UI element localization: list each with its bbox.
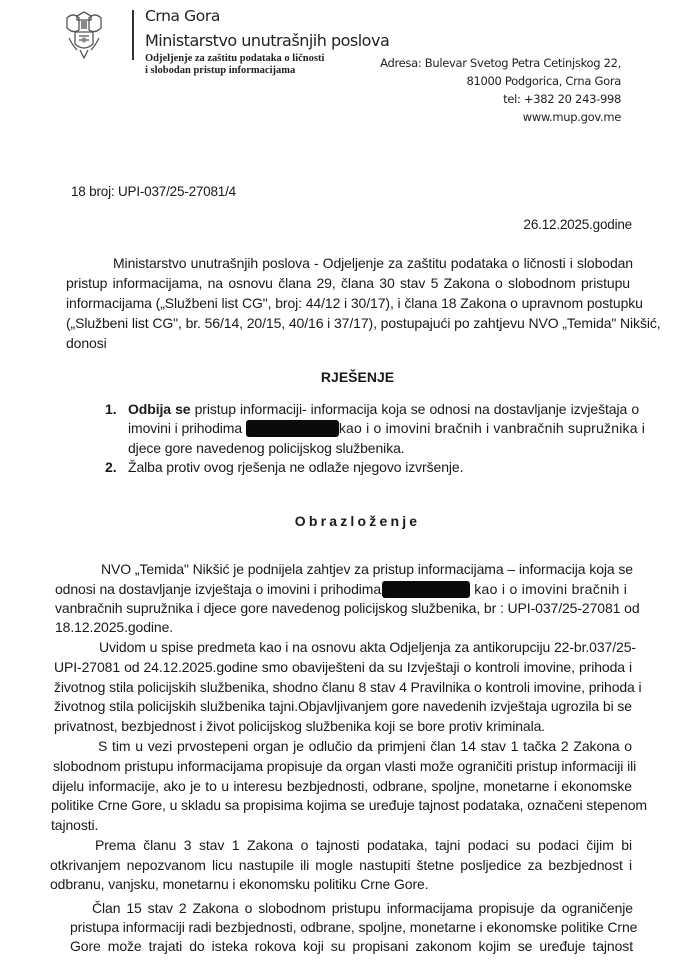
coat-of-arms-icon bbox=[63, 10, 105, 60]
reasoning-p2-line: privatnost, bezbjednost i život policijskog službenika koji se bore protiv kriminala. bbox=[54, 718, 546, 734]
intro-line: („Službeni list CG", br. 56/14, 20/15, 40/16 i 37/17), postupajući po zahtjevu NVO „Temida" Nikšić, bbox=[66, 315, 661, 331]
redacted-name bbox=[246, 420, 339, 437]
document-date: 26.12.2025.godine bbox=[523, 217, 632, 232]
reasoning-p5-line: Gore može trajati do isteka rokova koji su propisani zakonom kojim se uređuje tajnost bbox=[70, 938, 633, 954]
header-divider bbox=[132, 10, 134, 60]
reasoning-p1-line: odnosi na dostavljanje izvještaja o imovini i prihodima kao i o imovini bračnih i bbox=[55, 581, 628, 597]
decision-item-2: Žalba protiv ovog rješenja ne odlaže njegovo izvršenje. bbox=[128, 459, 464, 475]
website-link[interactable]: www.mup.gov.me bbox=[522, 110, 621, 124]
reasoning-p1-line: NVO „Temida" Nikšić je podnijela zahtjev za pristup informacijama – informacija koja se bbox=[101, 561, 633, 577]
bold-lead: Odbija se bbox=[128, 401, 191, 417]
department-name-line1: Odjeljenje za zaštitu podataka o ličnosti bbox=[145, 53, 325, 64]
item-number: 2. bbox=[105, 459, 117, 475]
reasoning-p4-line: otkrivanjem nepozvanom licu nastupile ili mogle nastupiti štetne posljedice za bezbjednost i bbox=[50, 857, 632, 873]
decision-item-1-line1: Odbija se pristup informaciji- informacija koja se odnosi na dostavljanje izvještaja o bbox=[128, 401, 640, 417]
reasoning-title: Obrazloženje bbox=[294, 513, 421, 529]
ministry-name: Ministarstvo unutrašnjih poslova bbox=[145, 31, 390, 50]
reasoning-p2-line: životnog stila policijskih službenika, shodno članu 8 stav 4 Pravilnika o kontroli imovine, prihoda i bbox=[54, 679, 642, 695]
reasoning-p3-line: politike Crne Gore, u skladu sa propisima kojima se uređuje tajnost podataka, označeni stepenom bbox=[51, 797, 647, 813]
address-line1: Adresa: Bulevar Svetog Petra Cetinjskog 22, bbox=[380, 56, 621, 70]
reasoning-p1-line: vanbračnih supružnika i djece gore navedenog policijskog službenika, br : UPI-037/25-27081 od bbox=[55, 600, 640, 616]
country-name: Crna Gora bbox=[145, 7, 220, 25]
reasoning-p4-line: Prema članu 3 stav 1 Zakona o tajnosti podataka, tajni podaci su podaci čijim bi bbox=[95, 837, 632, 853]
intro-line: Ministarstvo unutrašnjih poslova - Odjeljenje za zaštitu podataka o ličnosti i slobodan bbox=[113, 255, 633, 271]
phone-number: tel: +382 20 243-998 bbox=[503, 92, 621, 106]
reasoning-p5-line: Član 15 stav 2 Zakona o slobodnom pristupu informacijama propisuje da ograničenje bbox=[92, 900, 633, 916]
decision-item-1-line2: imovini i prihodima kao i o imovini bračnih i vanbračnih supružnika i bbox=[128, 420, 646, 436]
reasoning-p3-line: dijelu informacije, ako je to u interesu bezbjednosti, odbrane, spoljne, monetarne i ekonomske bbox=[52, 778, 632, 794]
intro-line: donosi bbox=[66, 335, 107, 351]
reasoning-p5-line: pristupa informaciji radi bezbjednosti, odbrane, spoljne, monetarne i ekonomske politike Crne bbox=[70, 919, 638, 935]
address-line2: 81000 Podgorica, Crna Gora bbox=[466, 74, 621, 88]
reasoning-p2-line: životnog stila policijskih službenika tajni.Objavljivanjem gore navedenih izvještaja ugrozila bi se bbox=[54, 698, 632, 714]
reasoning-p2-line: Uvidom u spise predmeta kao i na osnovu akta Odjeljenja za antikorupciju 22-br.037/25- bbox=[99, 639, 636, 655]
reasoning-p4-line: odbranu, vanjsku, monetarnu i ekonomsku politiku Crne Gore. bbox=[50, 876, 429, 892]
item-number: 1. bbox=[105, 401, 117, 417]
reasoning-p3-line: S tim u vezi prvostepeni organ je odlučio da primjeni član 14 stav 1 tačka 2 Zakona o bbox=[98, 738, 632, 754]
reference-number: 18 broj: UPI-037/25-27081/4 bbox=[71, 184, 236, 199]
reasoning-p3-line: tajnosti. bbox=[51, 817, 99, 833]
reasoning-p1-line: 18.12.2025.godine. bbox=[55, 619, 174, 635]
reasoning-p3-line: slobodnom pristupu informacijama propisuje da organ vlasti može ograničiti pristup informaciji ili bbox=[53, 758, 637, 774]
intro-line: pristup informacijama, na osnovu člana 29, člana 30 stav 5 Zakona o slobodnom pristupu bbox=[66, 275, 630, 291]
reasoning-p2-line: UPI-27081 od 24.12.2025.godine smo obaviješteni da su Izvještaji o kontroli imovine, prihoda i bbox=[54, 659, 632, 675]
intro-line: informacijama („Službeni list CG", broj: 44/12 i 30/17), i člana 18 Zakona o upravnom postupku bbox=[66, 295, 643, 311]
decision-item-1-line3: djece gore navedenog policijskog službenika. bbox=[128, 440, 405, 456]
redacted-name bbox=[382, 581, 470, 598]
decision-title: RJEŠENJE bbox=[320, 369, 395, 385]
department-name-line2: i slobodan pristup informacijama bbox=[145, 65, 296, 76]
